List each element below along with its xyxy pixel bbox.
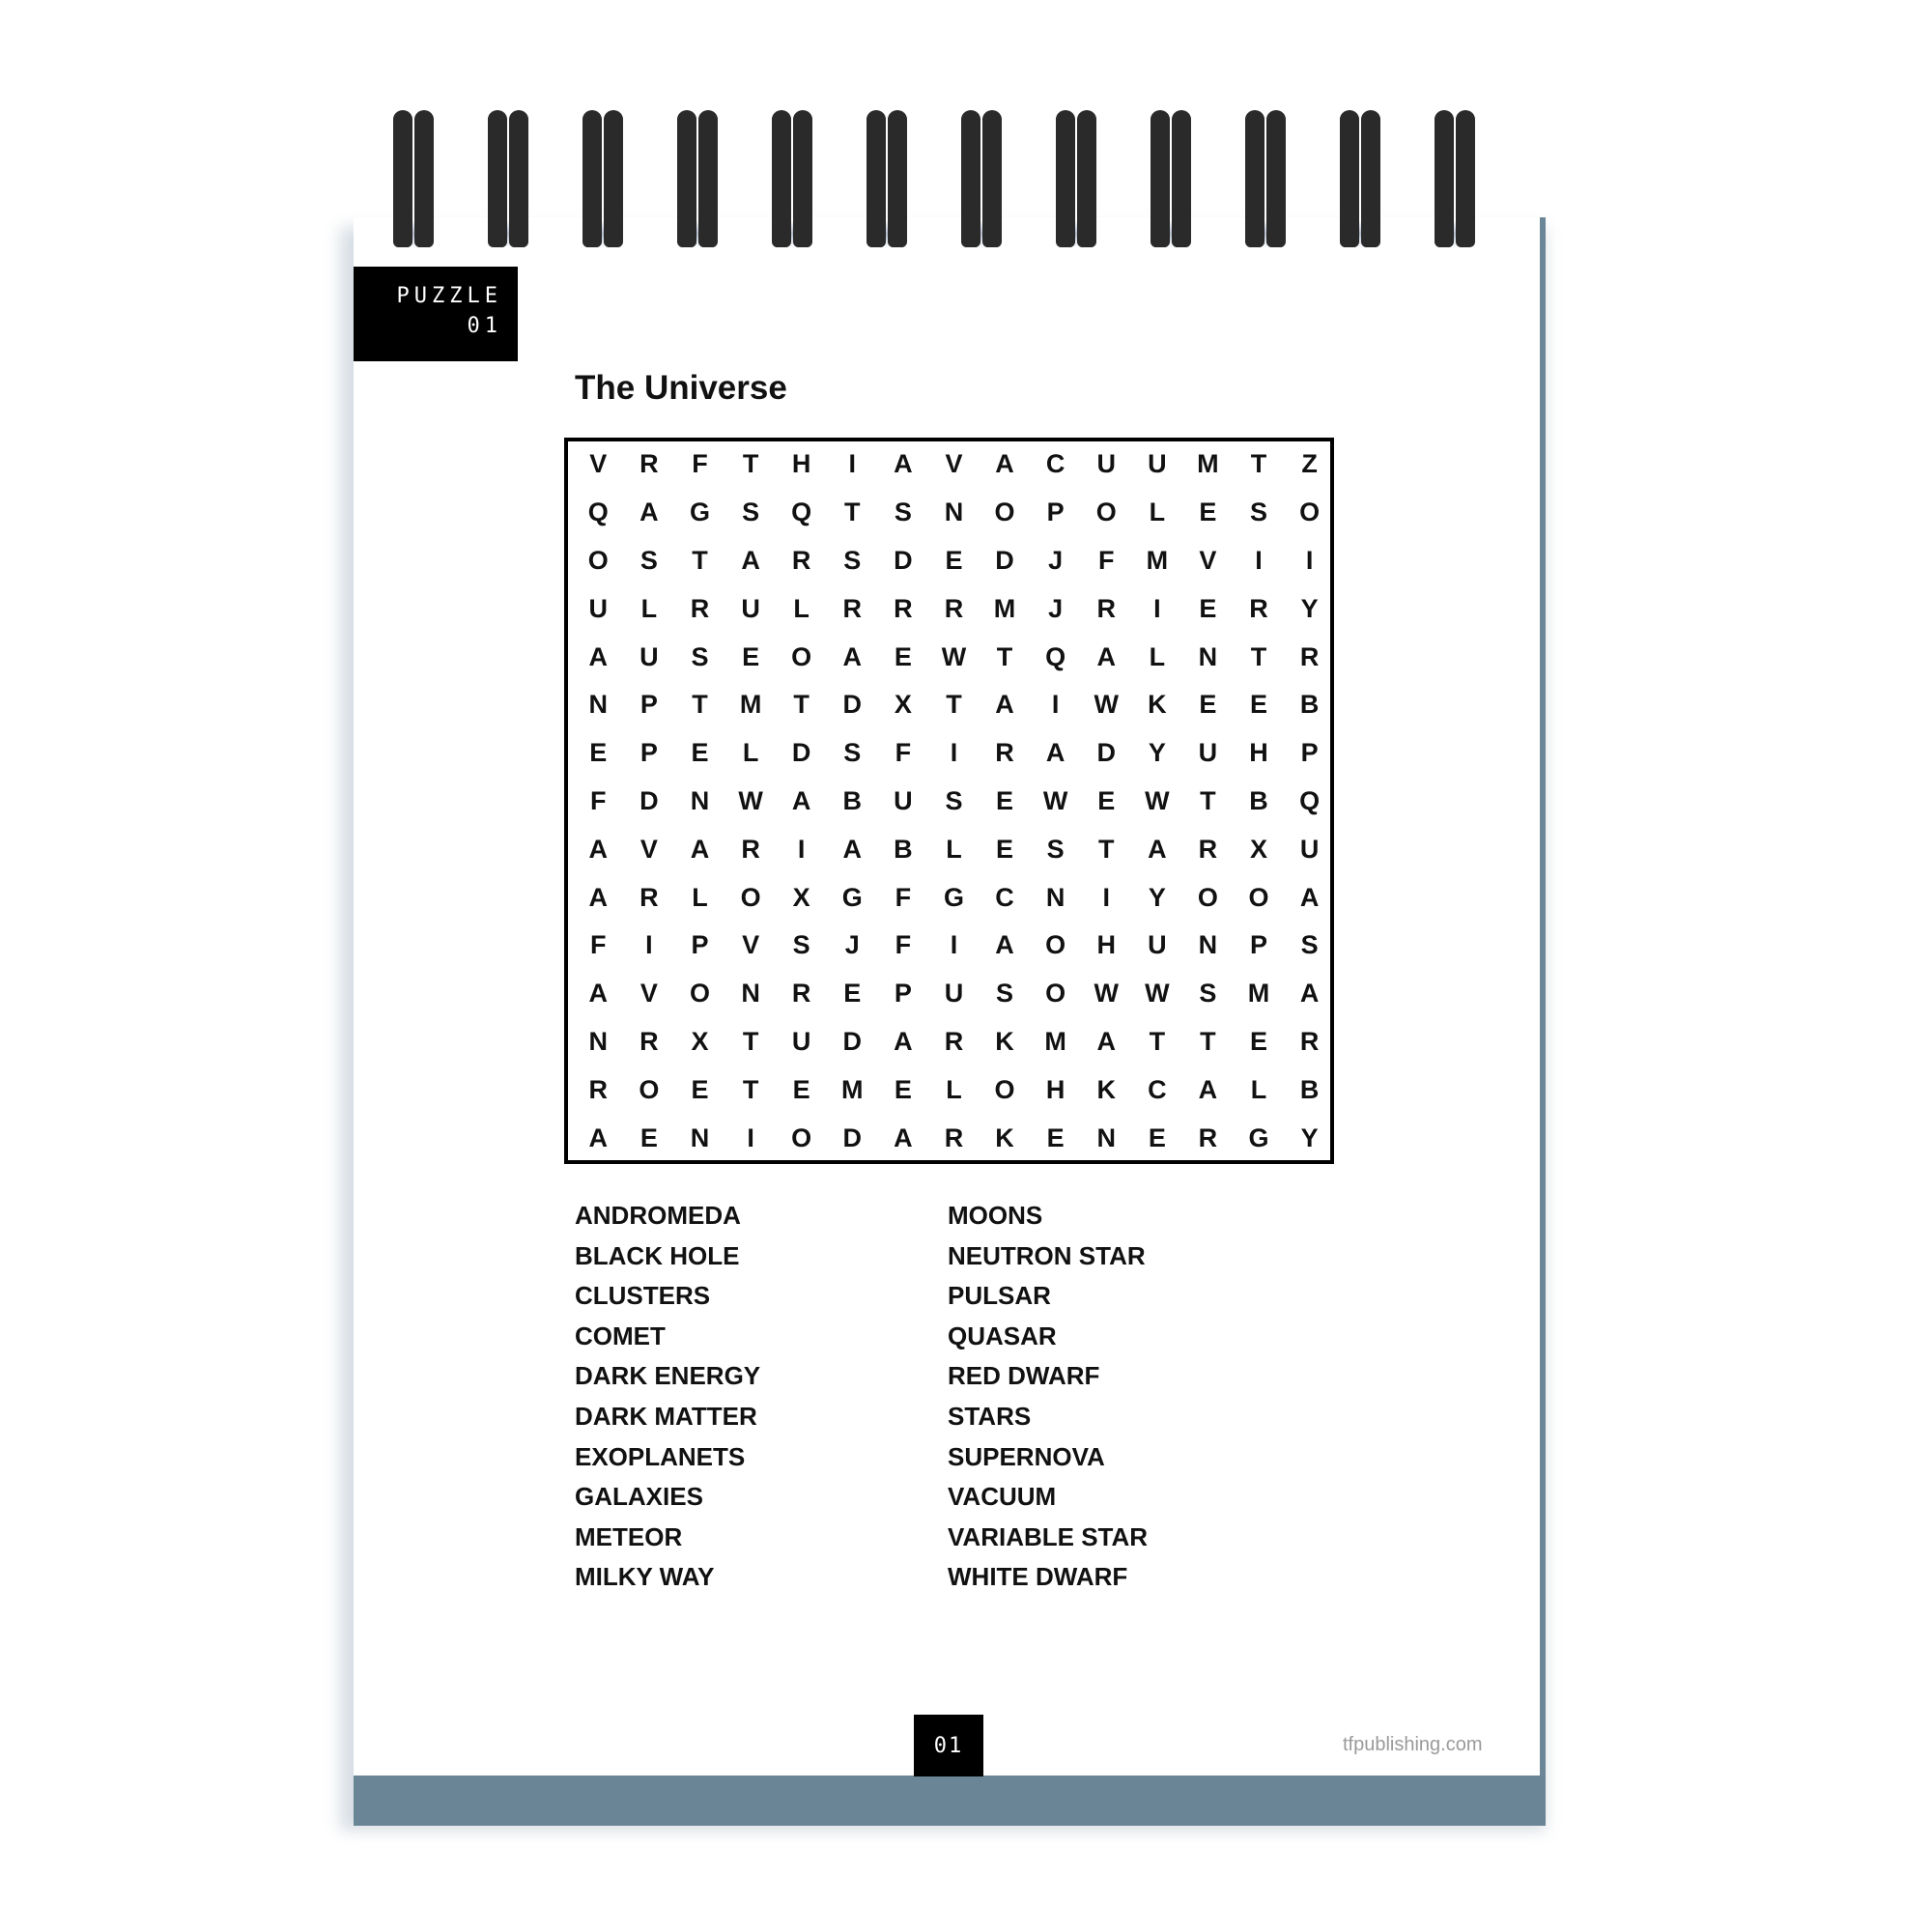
- grid-letter[interactable]: T: [946, 690, 962, 720]
- grid-letter[interactable]: A: [639, 497, 659, 527]
- grid-letter[interactable]: N: [588, 1026, 609, 1056]
- word-list-right: [948, 1196, 1148, 1598]
- grid-letter[interactable]: U: [1096, 449, 1116, 479]
- grid-letter[interactable]: A: [588, 834, 609, 864]
- word-list-item: BLACK HOLE: [575, 1240, 740, 1270]
- grid-letter[interactable]: E: [1250, 1026, 1268, 1056]
- grid-letter[interactable]: W: [738, 785, 763, 815]
- grid-letter[interactable]: D: [639, 785, 659, 815]
- grid-letter[interactable]: T: [1250, 449, 1267, 479]
- grid-letter[interactable]: V: [1199, 545, 1217, 575]
- word-list-item: SUPERNOVA: [948, 1441, 1105, 1471]
- grid-letter[interactable]: B: [1299, 690, 1320, 720]
- grid-letter[interactable]: D: [842, 1026, 863, 1056]
- puzzle-tag-label: PUZZLE: [396, 284, 502, 308]
- grid-letter[interactable]: M: [993, 593, 1016, 623]
- grid-letter[interactable]: R: [1249, 593, 1268, 623]
- spiral-coil: [391, 104, 443, 254]
- grid-letter[interactable]: O: [994, 497, 1015, 527]
- grid-letter[interactable]: F: [590, 785, 607, 815]
- grid-letter[interactable]: L: [946, 1074, 962, 1104]
- grid-letter[interactable]: F: [895, 882, 912, 912]
- grid-letter[interactable]: B: [1249, 785, 1268, 815]
- grid-letter[interactable]: O: [791, 641, 812, 671]
- grid-letter[interactable]: C: [995, 882, 1014, 912]
- grid-letter[interactable]: A: [588, 1122, 609, 1152]
- spiral-coil: [865, 104, 917, 254]
- grid-letter[interactable]: L: [692, 882, 708, 912]
- grid-letter[interactable]: E: [1199, 593, 1217, 623]
- grid-letter[interactable]: R: [1198, 1122, 1218, 1152]
- grid-letter[interactable]: O: [994, 1074, 1015, 1104]
- word-list-item: DARK ENERGY: [575, 1361, 761, 1391]
- grid-letter[interactable]: F: [895, 930, 912, 960]
- grid-letter[interactable]: X: [1250, 834, 1268, 864]
- grid-letter[interactable]: S: [1250, 497, 1268, 527]
- grid-letter[interactable]: V: [639, 979, 658, 1009]
- grid-letter[interactable]: I: [950, 930, 958, 960]
- spiral-coil: [959, 104, 1011, 254]
- word-list-item: QUASAR: [948, 1321, 1057, 1350]
- grid-letter[interactable]: U: [639, 641, 659, 671]
- grid-letter[interactable]: L: [1149, 641, 1166, 671]
- grid-letter[interactable]: R: [1299, 1026, 1320, 1056]
- grid-letter[interactable]: I: [1102, 882, 1110, 912]
- page-edge: [354, 1776, 1546, 1826]
- grid-letter[interactable]: L: [793, 593, 810, 623]
- grid-letter[interactable]: Y: [1300, 593, 1319, 623]
- grid-letter[interactable]: E: [894, 641, 912, 671]
- grid-letter[interactable]: O: [1248, 882, 1269, 912]
- grid-letter[interactable]: I: [1051, 690, 1060, 720]
- grid-letter[interactable]: T: [844, 497, 861, 527]
- grid-letter[interactable]: E: [691, 738, 709, 768]
- word-list-item: PULSAR: [948, 1281, 1051, 1311]
- grid-letter[interactable]: R: [588, 1074, 609, 1104]
- grid-letter[interactable]: A: [588, 641, 609, 671]
- grid-letter[interactable]: R: [944, 1026, 964, 1056]
- grid-letter[interactable]: I: [1153, 593, 1161, 623]
- word-list-item: NEUTRON STAR: [948, 1240, 1146, 1270]
- grid-letter[interactable]: R: [894, 593, 913, 623]
- grid-letter[interactable]: Q: [791, 497, 812, 527]
- grid-letter[interactable]: N: [1096, 1122, 1116, 1152]
- spiral-coil: [1054, 104, 1106, 254]
- grid-letter[interactable]: J: [1048, 545, 1064, 575]
- grid-letter[interactable]: T: [1097, 834, 1115, 864]
- grid-letter[interactable]: W: [1145, 979, 1170, 1009]
- word-list-item: MILKY WAY: [575, 1562, 715, 1592]
- grid-letter[interactable]: G: [943, 882, 964, 912]
- grid-letter[interactable]: T: [1149, 1026, 1166, 1056]
- grid-letter[interactable]: U: [741, 593, 760, 623]
- grid-letter[interactable]: S: [691, 641, 709, 671]
- grid-letter[interactable]: R: [944, 1122, 964, 1152]
- grid-letter[interactable]: S: [1300, 930, 1319, 960]
- word-list-item: VACUUM: [948, 1482, 1057, 1512]
- grid-letter[interactable]: C: [1045, 449, 1065, 479]
- grid-letter[interactable]: D: [842, 690, 863, 720]
- grid-letter[interactable]: W: [1042, 785, 1068, 815]
- puzzle-tag: [354, 267, 518, 361]
- grid-letter[interactable]: W: [1094, 979, 1119, 1009]
- grid-letter[interactable]: O: [587, 545, 609, 575]
- grid-letter[interactable]: N: [741, 979, 760, 1009]
- grid-letter[interactable]: A: [995, 930, 1014, 960]
- grid-letter[interactable]: R: [791, 979, 811, 1009]
- grid-letter[interactable]: E: [792, 1074, 810, 1104]
- grid-letter[interactable]: E: [742, 641, 760, 671]
- grid-letter[interactable]: K: [995, 1122, 1014, 1152]
- grid-letter[interactable]: U: [1148, 449, 1167, 479]
- grid-letter[interactable]: K: [995, 1026, 1014, 1056]
- spiral-binding: [391, 104, 1517, 254]
- grid-letter[interactable]: A: [741, 545, 760, 575]
- grid-letter[interactable]: R: [1198, 834, 1218, 864]
- grid-letter[interactable]: P: [691, 930, 709, 960]
- grid-letter[interactable]: F: [895, 738, 912, 768]
- grid-letter[interactable]: I: [797, 834, 806, 864]
- grid-letter[interactable]: H: [1096, 930, 1116, 960]
- grid-letter[interactable]: T: [692, 545, 708, 575]
- grid-letter[interactable]: X: [894, 690, 912, 720]
- grid-letter[interactable]: C: [1148, 1074, 1167, 1104]
- spiral-coil: [1149, 104, 1201, 254]
- grid-letter[interactable]: E: [639, 1122, 658, 1152]
- grid-letter[interactable]: I: [1305, 545, 1314, 575]
- grid-letter[interactable]: I: [848, 449, 857, 479]
- grid-letter[interactable]: O: [740, 882, 761, 912]
- grid-letter[interactable]: G: [1248, 1122, 1269, 1152]
- grid-letter[interactable]: N: [588, 690, 609, 720]
- spiral-coil: [1433, 104, 1485, 254]
- grid-letter[interactable]: N: [1198, 641, 1218, 671]
- grid-letter[interactable]: V: [945, 449, 963, 479]
- word-list-item: EXOPLANETS: [575, 1441, 746, 1471]
- word-list-left: [575, 1196, 760, 1598]
- grid-letter[interactable]: A: [842, 641, 863, 671]
- grid-letter[interactable]: R: [944, 593, 964, 623]
- grid-letter[interactable]: Y: [1148, 738, 1166, 768]
- grid-letter[interactable]: A: [894, 1026, 913, 1056]
- grid-letter[interactable]: U: [791, 1026, 811, 1056]
- grid-letter[interactable]: J: [844, 930, 860, 960]
- grid-letter[interactable]: N: [690, 1122, 710, 1152]
- grid-letter[interactable]: R: [842, 593, 863, 623]
- grid-letter[interactable]: T: [1250, 641, 1267, 671]
- grid-letter[interactable]: E: [1199, 690, 1217, 720]
- website-footer: tfpublishing.com: [1343, 1734, 1483, 1755]
- grid-letter[interactable]: Q: [1045, 641, 1066, 671]
- grid-letter[interactable]: U: [588, 593, 609, 623]
- word-list-item: DARK MATTER: [575, 1401, 757, 1431]
- grid-letter[interactable]: A: [894, 449, 913, 479]
- grid-letter[interactable]: R: [639, 449, 659, 479]
- grid-letter[interactable]: U: [944, 979, 964, 1009]
- grid-letter[interactable]: S: [792, 930, 810, 960]
- grid-letter[interactable]: N: [690, 785, 710, 815]
- grid-letter[interactable]: O: [1045, 930, 1066, 960]
- grid-letter[interactable]: I: [645, 930, 653, 960]
- grid-letter[interactable]: D: [842, 1122, 863, 1152]
- word-list-item: ANDROMEDA: [575, 1201, 741, 1230]
- grid-letter[interactable]: R: [690, 593, 710, 623]
- grid-letter[interactable]: P: [1250, 930, 1268, 960]
- page-number: 01: [914, 1715, 983, 1776]
- grid-letter[interactable]: N: [1045, 882, 1065, 912]
- grid-letter[interactable]: A: [995, 690, 1014, 720]
- grid-letter[interactable]: A: [1096, 641, 1116, 671]
- word-search-grid: [573, 440, 1326, 1159]
- grid-letter[interactable]: E: [945, 545, 963, 575]
- grid-letter[interactable]: V: [742, 930, 760, 960]
- grid-letter[interactable]: B: [842, 785, 863, 815]
- grid-letter[interactable]: N: [1198, 930, 1218, 960]
- grid-letter[interactable]: G: [841, 882, 863, 912]
- word-list-item: GALAXIES: [575, 1482, 703, 1512]
- grid-letter[interactable]: K: [1148, 690, 1167, 720]
- grid-letter[interactable]: U: [1198, 738, 1218, 768]
- grid-letter[interactable]: D: [1096, 738, 1116, 768]
- spiral-coil: [675, 104, 727, 254]
- word-list-item: COMET: [575, 1321, 666, 1350]
- grid-letter[interactable]: A: [1299, 882, 1320, 912]
- grid-letter[interactable]: J: [1048, 593, 1064, 623]
- grid-letter[interactable]: Y: [1148, 882, 1166, 912]
- grid-letter[interactable]: M: [841, 1074, 864, 1104]
- grid-letter[interactable]: T: [742, 449, 759, 479]
- grid-letter[interactable]: S: [843, 738, 862, 768]
- grid-letter[interactable]: O: [1197, 882, 1218, 912]
- grid-letter[interactable]: E: [996, 785, 1014, 815]
- grid-letter[interactable]: E: [691, 1074, 709, 1104]
- grid-letter[interactable]: A: [842, 834, 863, 864]
- grid-letter[interactable]: N: [944, 497, 964, 527]
- word-list-item: CLUSTERS: [575, 1281, 711, 1311]
- grid-letter[interactable]: D: [995, 545, 1014, 575]
- word-list-item: WHITE DWARF: [948, 1562, 1128, 1592]
- grid-letter[interactable]: O: [791, 1122, 812, 1152]
- grid-letter[interactable]: E: [1199, 497, 1217, 527]
- grid-letter[interactable]: Q: [1299, 785, 1321, 815]
- grid-letter[interactable]: T: [1200, 785, 1216, 815]
- grid-letter[interactable]: E: [1148, 1122, 1166, 1152]
- grid-letter[interactable]: O: [1299, 497, 1321, 527]
- grid-letter[interactable]: T: [996, 641, 1013, 671]
- grid-letter[interactable]: E: [589, 738, 608, 768]
- puzzle-tag-number: 01: [467, 314, 502, 338]
- grid-letter[interactable]: M: [1146, 545, 1169, 575]
- grid-letter[interactable]: E: [894, 1074, 912, 1104]
- grid-letter[interactable]: O: [1045, 979, 1066, 1009]
- grid-letter[interactable]: S: [996, 979, 1014, 1009]
- grid-letter[interactable]: Q: [587, 497, 609, 527]
- word-list-item: RED DWARF: [948, 1361, 1100, 1391]
- grid-letter[interactable]: F: [1097, 545, 1115, 575]
- grid-letter[interactable]: X: [792, 882, 810, 912]
- grid-letter[interactable]: B: [1299, 1074, 1320, 1104]
- grid-letter[interactable]: I: [747, 1122, 754, 1152]
- grid-letter[interactable]: T: [793, 690, 810, 720]
- spiral-coil: [770, 104, 822, 254]
- grid-letter[interactable]: X: [691, 1026, 709, 1056]
- spiral-coil: [1338, 104, 1390, 254]
- spiral-coil: [1243, 104, 1295, 254]
- grid-letter[interactable]: S: [894, 497, 912, 527]
- grid-letter[interactable]: S: [1046, 834, 1065, 864]
- grid-letter[interactable]: S: [945, 785, 963, 815]
- grid-letter[interactable]: F: [692, 449, 708, 479]
- grid-letter[interactable]: M: [1044, 1026, 1066, 1056]
- grid-letter[interactable]: V: [639, 834, 658, 864]
- grid-letter[interactable]: L: [1250, 1074, 1267, 1104]
- grid-letter[interactable]: L: [946, 834, 962, 864]
- grid-letter[interactable]: P: [639, 738, 658, 768]
- grid-letter[interactable]: A: [1299, 979, 1320, 1009]
- grid-letter[interactable]: M: [739, 690, 762, 720]
- grid-letter[interactable]: Y: [1300, 1122, 1319, 1152]
- grid-letter[interactable]: P: [894, 979, 912, 1009]
- puzzle-title: The Universe: [575, 369, 787, 407]
- grid-letter[interactable]: R: [639, 882, 659, 912]
- grid-letter[interactable]: H: [1249, 738, 1268, 768]
- grid-letter[interactable]: A: [690, 834, 710, 864]
- word-list-item: STARS: [948, 1401, 1032, 1431]
- grid-letter[interactable]: R: [1299, 641, 1320, 671]
- grid-letter[interactable]: M: [1247, 979, 1270, 1009]
- grid-letter[interactable]: T: [742, 1074, 759, 1104]
- grid-letter[interactable]: D: [791, 738, 811, 768]
- grid-letter[interactable]: R: [639, 1026, 659, 1056]
- grid-letter[interactable]: A: [1045, 738, 1065, 768]
- grid-letter[interactable]: G: [689, 497, 710, 527]
- grid-letter[interactable]: S: [1199, 979, 1217, 1009]
- grid-letter[interactable]: E: [1046, 1122, 1065, 1152]
- grid-letter[interactable]: K: [1096, 1074, 1116, 1104]
- grid-letter[interactable]: A: [791, 785, 811, 815]
- word-list-item: VARIABLE STAR: [948, 1521, 1149, 1551]
- grid-letter[interactable]: R: [741, 834, 760, 864]
- grid-letter[interactable]: E: [1097, 785, 1116, 815]
- grid-letter[interactable]: S: [843, 545, 862, 575]
- grid-letter[interactable]: H: [791, 449, 811, 479]
- grid-letter[interactable]: L: [640, 593, 658, 623]
- grid-letter[interactable]: T: [742, 1026, 759, 1056]
- grid-letter[interactable]: W: [1145, 785, 1170, 815]
- grid-letter[interactable]: T: [692, 690, 708, 720]
- grid-letter[interactable]: W: [1094, 690, 1119, 720]
- grid-letter[interactable]: O: [1095, 497, 1117, 527]
- grid-letter[interactable]: A: [894, 1122, 913, 1152]
- grid-letter[interactable]: A: [588, 882, 609, 912]
- grid-letter[interactable]: A: [1148, 834, 1167, 864]
- grid-letter[interactable]: A: [1198, 1074, 1218, 1104]
- grid-letter[interactable]: S: [639, 545, 658, 575]
- grid-letter[interactable]: A: [995, 449, 1014, 479]
- grid-letter[interactable]: E: [1250, 690, 1268, 720]
- grid-letter[interactable]: E: [843, 979, 862, 1009]
- grid-letter[interactable]: O: [689, 979, 710, 1009]
- grid-letter[interactable]: R: [791, 545, 811, 575]
- grid-letter[interactable]: P: [1300, 738, 1319, 768]
- grid-letter[interactable]: V: [589, 449, 608, 479]
- grid-letter[interactable]: E: [996, 834, 1014, 864]
- grid-letter[interactable]: W: [941, 641, 967, 671]
- grid-letter[interactable]: A: [588, 979, 609, 1009]
- grid-letter[interactable]: F: [590, 930, 607, 960]
- grid-letter[interactable]: S: [742, 497, 760, 527]
- grid-letter[interactable]: R: [995, 738, 1014, 768]
- grid-letter[interactable]: L: [1149, 497, 1166, 527]
- grid-letter[interactable]: T: [1200, 1026, 1216, 1056]
- grid-letter[interactable]: D: [894, 545, 913, 575]
- grid-letter[interactable]: U: [894, 785, 913, 815]
- grid-letter[interactable]: A: [1096, 1026, 1116, 1056]
- grid-letter[interactable]: R: [1096, 593, 1116, 623]
- word-list-item: METEOR: [575, 1521, 683, 1551]
- spiral-coil: [486, 104, 538, 254]
- grid-letter[interactable]: Z: [1301, 449, 1318, 479]
- grid-letter[interactable]: O: [639, 1074, 660, 1104]
- grid-letter[interactable]: I: [1255, 545, 1263, 575]
- spiral-coil: [581, 104, 633, 254]
- grid-letter[interactable]: U: [1148, 930, 1167, 960]
- grid-letter[interactable]: M: [1197, 449, 1219, 479]
- grid-letter[interactable]: P: [639, 690, 658, 720]
- grid-letter[interactable]: L: [742, 738, 759, 768]
- grid-letter[interactable]: P: [1046, 497, 1065, 527]
- grid-letter[interactable]: H: [1045, 1074, 1065, 1104]
- grid-letter[interactable]: U: [1299, 834, 1320, 864]
- word-list-item: MOONS: [948, 1201, 1043, 1230]
- grid-letter[interactable]: B: [894, 834, 913, 864]
- grid-letter[interactable]: I: [950, 738, 958, 768]
